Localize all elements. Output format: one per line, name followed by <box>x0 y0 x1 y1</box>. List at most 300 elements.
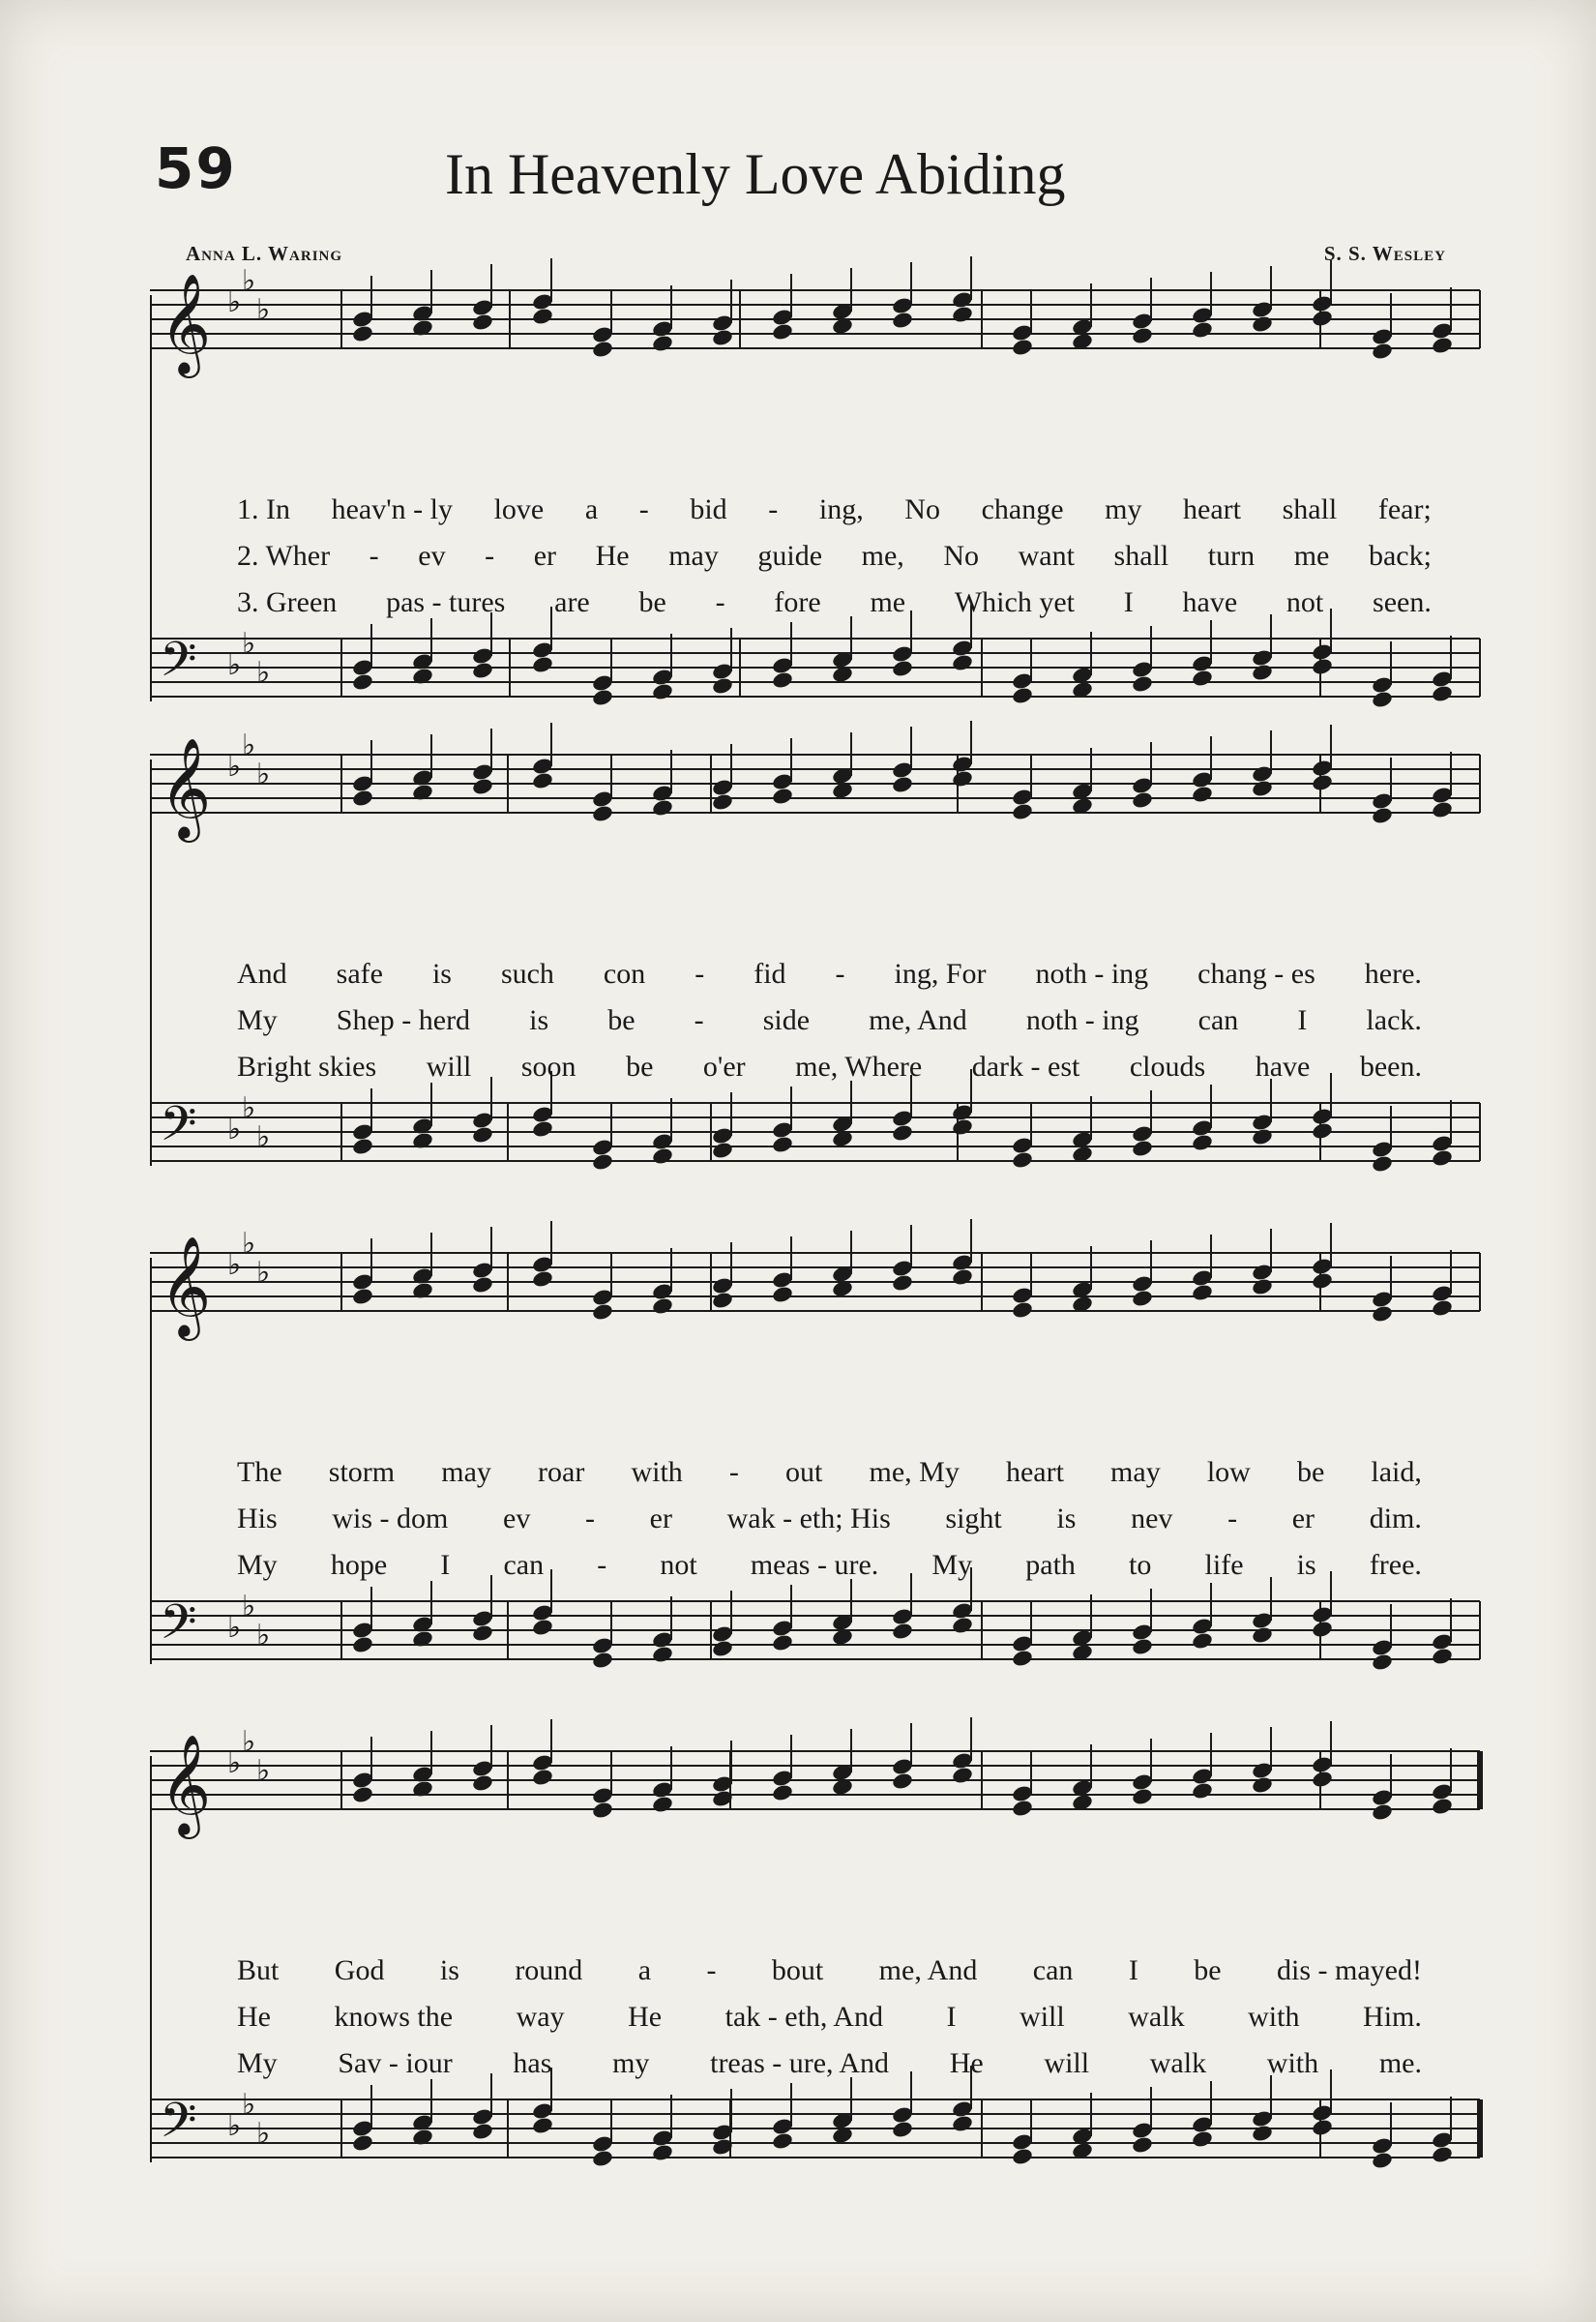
note-head-icon <box>1251 2124 1274 2143</box>
lyric-syllable: ev <box>503 1503 531 1534</box>
lyric-syllable: hope <box>330 1549 388 1581</box>
lyric-syllable: safe <box>336 958 383 990</box>
note-head-icon <box>471 2122 494 2141</box>
lyric-syllable: lack. <box>1366 1004 1422 1036</box>
note-head-icon <box>1011 802 1034 821</box>
note-head-icon <box>1251 1775 1274 1795</box>
note-head-icon <box>1011 338 1034 357</box>
lyric-syllable: is <box>431 958 452 990</box>
note-head-icon <box>891 1622 914 1641</box>
lyric-syllable: My <box>931 1549 973 1581</box>
note-head-icon <box>1131 790 1154 810</box>
lyric-syllable: clouds <box>1129 1051 1206 1083</box>
note-head-icon <box>1371 1802 1394 1822</box>
note-head-icon <box>1311 1271 1334 1291</box>
lyric-syllable: sight <box>945 1503 1002 1534</box>
note-head-icon <box>1371 1652 1394 1672</box>
lyric-syllable: His <box>237 1503 278 1534</box>
lyric-syllable: has <box>513 2047 552 2079</box>
note-head-icon <box>1011 1799 1034 1818</box>
note-head-icon <box>471 777 494 796</box>
flat-icon: ♭ <box>256 656 271 690</box>
lyric-syllable: have <box>1182 586 1238 618</box>
note-head-icon <box>591 1651 614 1670</box>
flat-icon: ♭ <box>256 2117 271 2151</box>
lyric-syllable: with <box>1266 2047 1319 2079</box>
note-head-icon <box>711 1141 734 1160</box>
lyric-syllable: I <box>1128 1954 1138 1986</box>
flat-icon: ♭ <box>227 750 242 784</box>
lyric-syllable: I <box>440 1549 451 1581</box>
lyric-syllable: heart <box>1005 1456 1064 1488</box>
lyric-syllable: seen. <box>1373 586 1432 618</box>
note-head-icon <box>1251 1625 1274 1645</box>
note-head-icon <box>351 1635 374 1654</box>
lyric-syllable: a <box>637 1954 652 1986</box>
lyric-syllable: not <box>660 1549 697 1581</box>
note-head-icon <box>1311 1770 1334 1789</box>
lyric-syllable: noth - ing <box>1035 958 1149 990</box>
lyric-syllable: wis - dom <box>332 1503 449 1534</box>
lyric-syllable: My <box>237 1549 278 1581</box>
note-head-icon <box>1011 1300 1034 1320</box>
lyric-syllable: back; <box>1368 540 1432 572</box>
lyric-syllable: me, Where <box>795 1051 923 1083</box>
note-head-icon <box>351 2133 374 2153</box>
lyric-syllable: chang - es <box>1197 958 1315 990</box>
treble-clef-icon: 𝄞 <box>160 273 212 374</box>
note-head-icon <box>471 1125 494 1145</box>
lyric-syllable: - <box>597 1549 607 1581</box>
lyric-syllable: out <box>785 1456 823 1488</box>
lyric-syllable: meas - ure. <box>750 1549 879 1581</box>
bass-clef-icon: 𝄢 <box>160 2093 197 2160</box>
treble-clef-icon: 𝄞 <box>160 1235 212 1337</box>
note-head-icon <box>891 659 914 678</box>
note-head-icon <box>1431 336 1454 355</box>
note-head-icon <box>531 655 554 674</box>
note-head-icon <box>711 792 734 812</box>
note-head-icon <box>471 1275 494 1295</box>
note-head-icon <box>1131 674 1154 694</box>
note-head-icon <box>531 771 554 790</box>
lyric-syllable: tak - eth, And <box>724 2001 883 2033</box>
lyric-syllable: - <box>369 540 379 572</box>
lyric-syllable: shall <box>1113 540 1169 572</box>
note-head-icon <box>1011 2147 1034 2166</box>
lyric-line <box>237 1051 1422 1084</box>
lyric-line <box>237 1549 1422 1582</box>
lyric-syllable: Sav - iour <box>338 2047 453 2079</box>
note-head-icon <box>771 670 794 690</box>
lyric-syllable: - <box>584 1503 595 1534</box>
bass-clef-icon: 𝄢 <box>160 1594 197 1662</box>
lyric-syllable: me, <box>861 540 904 572</box>
treble-staff <box>150 261 1480 377</box>
note-head-icon <box>591 688 614 707</box>
lyric-syllable: me. <box>1378 2047 1422 2079</box>
lyric-syllable: may <box>441 1456 491 1488</box>
lyric-syllable: - <box>728 1456 739 1488</box>
note-head-icon <box>771 2131 794 2151</box>
flat-icon: ♭ <box>227 1746 242 1780</box>
note-head-icon <box>591 1801 614 1820</box>
lyric-syllable: - <box>1227 1503 1238 1534</box>
note-head-icon <box>1131 1289 1154 1308</box>
note-head-icon <box>1431 1647 1454 1666</box>
lyric-syllable: way <box>516 2001 565 2033</box>
note-head-icon <box>531 1119 554 1139</box>
note-head-icon <box>891 1273 914 1293</box>
lyric-syllable: - <box>485 540 495 572</box>
bass-clef-icon: 𝄢 <box>160 1096 197 1164</box>
flat-icon: ♭ <box>256 293 271 327</box>
lyric-syllable: me <box>1293 540 1330 572</box>
note-head-icon <box>531 307 554 326</box>
lyric-syllable: may <box>1110 1456 1161 1488</box>
lyric-syllable: such <box>500 958 554 990</box>
lyric-syllable: can <box>1197 1004 1239 1036</box>
note-head-icon <box>951 1616 974 1635</box>
note-head-icon <box>891 2120 914 2139</box>
hymn-title: In Heavenly Love Abiding <box>445 142 1066 206</box>
note-head-icon <box>951 2114 974 2133</box>
bass-staff <box>150 1074 1480 1190</box>
note-head-icon <box>1371 1154 1394 1174</box>
flat-icon: ♭ <box>242 627 256 661</box>
lyricist-credit: Anna L. Waring <box>186 242 343 265</box>
note-head-icon <box>1131 1637 1154 1656</box>
lyric-syllable: heart <box>1183 493 1242 525</box>
lyric-line <box>237 2047 1422 2080</box>
lyric-syllable: con <box>603 958 646 990</box>
lyric-syllable: Him. <box>1363 2001 1422 2033</box>
note-head-icon <box>651 2143 674 2162</box>
lyric-syllable: have <box>1255 1051 1311 1083</box>
note-head-icon <box>891 775 914 794</box>
note-head-icon <box>1311 773 1334 792</box>
note-head-icon <box>1431 2145 1454 2164</box>
note-head-icon <box>651 798 674 818</box>
note-head-icon <box>771 1633 794 1652</box>
lyric-line <box>237 586 1432 619</box>
note-head-icon <box>1131 1787 1154 1806</box>
lyric-syllable: fore <box>774 586 821 618</box>
lyric-syllable: - <box>835 958 845 990</box>
note-head-icon <box>351 672 374 692</box>
lyric-syllable: turn <box>1207 540 1256 572</box>
note-head-icon <box>651 1146 674 1166</box>
note-head-icon <box>951 653 974 672</box>
bass-clef-icon: 𝄢 <box>160 632 197 700</box>
note-head-icon <box>1191 669 1214 688</box>
lyric-syllable: walk <box>1128 2001 1185 2033</box>
lyric-syllable: storm <box>328 1456 396 1488</box>
lyric-syllable: be <box>1194 1954 1222 1986</box>
lyric-syllable: bout <box>771 1954 824 1986</box>
note-head-icon <box>951 1766 974 1785</box>
lyric-syllable: is <box>529 1004 549 1036</box>
lyric-syllable: will <box>1044 2047 1090 2079</box>
note-head-icon <box>351 1137 374 1156</box>
flat-icon: ♭ <box>227 2109 242 2143</box>
lyric-syllable: My <box>237 1004 278 1036</box>
note-head-icon <box>1311 657 1334 676</box>
lyric-syllable: change <box>981 493 1064 525</box>
note-head-icon <box>1191 1781 1214 1801</box>
lyric-syllable: with <box>631 1456 683 1488</box>
lyric-syllable: No <box>943 540 980 572</box>
lyric-syllable: me <box>870 586 906 618</box>
note-head-icon <box>1311 1620 1334 1639</box>
note-head-icon <box>591 1152 614 1172</box>
note-head-icon <box>591 1302 614 1322</box>
lyric-syllable: 3. Green <box>237 586 338 618</box>
lyric-syllable: guide <box>757 540 823 572</box>
treble-clef-icon: 𝄞 <box>160 1734 212 1835</box>
lyric-line <box>237 2001 1422 2034</box>
lyric-syllable: is <box>1296 1549 1316 1581</box>
flat-icon: ♭ <box>227 1248 242 1282</box>
lyric-syllable: a <box>584 493 599 525</box>
lyric-syllable: I <box>1297 1004 1308 1036</box>
lyric-syllable: me, And <box>869 1004 967 1036</box>
lyric-syllable: side <box>762 1004 811 1036</box>
note-head-icon <box>651 1645 674 1664</box>
note-head-icon <box>1251 1277 1274 1296</box>
note-head-icon <box>1371 2151 1394 2170</box>
lyric-syllable: is <box>1056 1503 1077 1534</box>
lyric-syllable: fid <box>754 958 786 990</box>
lyric-syllable: fear; <box>1377 493 1432 525</box>
lyric-syllable: roar <box>538 1456 585 1488</box>
lyric-syllable: my <box>1105 493 1142 525</box>
lyric-syllable: heav'n - ly <box>331 493 453 525</box>
lyric-syllable: me, And <box>878 1954 978 1986</box>
flat-icon: ♭ <box>256 1120 271 1154</box>
note-head-icon <box>651 1296 674 1316</box>
lyric-syllable: not <box>1286 586 1324 618</box>
lyric-syllable: dim. <box>1369 1503 1422 1534</box>
lyric-syllable: to <box>1129 1549 1152 1581</box>
flat-icon: ♭ <box>227 1611 242 1645</box>
flat-icon: ♭ <box>256 758 271 791</box>
lyric-syllable: Shep - herd <box>336 1004 471 1036</box>
note-head-icon <box>351 789 374 808</box>
note-head-icon <box>1311 2118 1334 2137</box>
note-head-icon <box>651 1795 674 1814</box>
note-head-icon <box>951 305 974 324</box>
lyric-syllable: ing, For <box>894 958 987 990</box>
note-head-icon <box>1131 1139 1154 1158</box>
lyric-syllable: low <box>1206 1456 1251 1488</box>
note-head-icon <box>771 1783 794 1802</box>
note-head-icon <box>1371 342 1394 361</box>
lyric-syllable: No <box>904 493 940 525</box>
flat-icon: ♭ <box>242 1725 256 1759</box>
note-head-icon <box>1191 1283 1214 1302</box>
note-head-icon <box>891 1771 914 1791</box>
lyric-syllable: want <box>1018 540 1075 572</box>
lyric-syllable: I <box>1123 586 1134 618</box>
lyric-syllable: wak - eth; His <box>726 1503 891 1534</box>
note-head-icon <box>1431 684 1454 703</box>
treble-staff <box>150 726 1480 842</box>
lyric-syllable: He <box>595 540 630 572</box>
lyric-syllable: is <box>439 1954 459 1986</box>
flat-icon: ♭ <box>227 285 242 319</box>
lyric-syllable: 1. In <box>237 493 290 525</box>
note-head-icon <box>591 340 614 359</box>
note-head-icon <box>351 324 374 343</box>
lyric-syllable: And <box>237 958 287 990</box>
note-head-icon <box>1011 1150 1034 1170</box>
note-head-icon <box>651 682 674 701</box>
lyric-syllable: He <box>237 2001 271 2033</box>
note-head-icon <box>1191 2129 1214 2149</box>
flat-icon: ♭ <box>242 264 256 298</box>
lyric-syllable: walk <box>1149 2047 1207 2079</box>
lyric-syllable: - <box>638 493 649 525</box>
flat-icon: ♭ <box>256 1754 271 1788</box>
bass-staff <box>150 610 1480 726</box>
lyric-syllable: ing, <box>818 493 864 525</box>
note-head-icon <box>591 2149 614 2168</box>
lyric-line <box>237 1503 1422 1535</box>
note-head-icon <box>771 1285 794 1304</box>
lyric-syllable: Bright skies <box>237 1051 377 1083</box>
lyric-syllable: - <box>695 958 705 990</box>
flat-icon: ♭ <box>227 1113 242 1146</box>
lyric-syllable: been. <box>1359 1051 1422 1083</box>
lyric-syllable: laid, <box>1371 1456 1422 1488</box>
bass-staff <box>150 2070 1480 2187</box>
note-head-icon <box>471 661 494 680</box>
flat-icon: ♭ <box>242 1590 256 1623</box>
lyric-line <box>237 1456 1422 1489</box>
lyric-syllable: be <box>607 1004 635 1036</box>
lyric-syllable: bid <box>690 493 727 525</box>
lyric-syllable: my <box>612 2047 650 2079</box>
lyric-syllable: - <box>694 1004 704 1036</box>
note-head-icon <box>1431 800 1454 819</box>
lyric-syllable: free. <box>1369 1549 1422 1581</box>
flat-icon: ♭ <box>242 729 256 762</box>
lyric-syllable: - <box>715 586 725 618</box>
note-head-icon <box>591 804 614 823</box>
note-head-icon <box>531 2116 554 2135</box>
note-head-icon <box>711 1291 734 1310</box>
note-head-icon <box>1011 686 1034 705</box>
flat-icon: ♭ <box>227 648 242 682</box>
flat-icon: ♭ <box>256 1619 271 1652</box>
treble-staff <box>150 1722 1480 1838</box>
treble-staff <box>150 1224 1480 1340</box>
lyric-syllable: - <box>706 1954 717 1986</box>
lyric-syllable: But <box>237 1954 280 1986</box>
lyric-line <box>237 1954 1422 1987</box>
lyric-syllable: shall <box>1282 493 1338 525</box>
lyric-syllable: I <box>946 2001 957 2033</box>
lyric-syllable: be <box>626 1051 654 1083</box>
note-head-icon <box>1251 1127 1274 1146</box>
lyric-line <box>237 958 1422 991</box>
note-head-icon <box>471 313 494 332</box>
lyric-syllable: may <box>668 540 719 572</box>
note-head-icon <box>1191 320 1214 340</box>
note-head-icon <box>351 1287 374 1306</box>
lyric-syllable: er <box>533 540 557 572</box>
note-head-icon <box>1371 806 1394 825</box>
lyric-syllable: He <box>628 2001 663 2033</box>
note-head-icon <box>1191 1631 1214 1651</box>
note-head-icon <box>651 334 674 353</box>
lyric-syllable: be <box>638 586 666 618</box>
composer-credit: S. S. Wesley <box>1323 242 1446 265</box>
lyric-syllable: will <box>1020 2001 1065 2033</box>
note-head-icon <box>1011 1649 1034 1668</box>
note-head-icon <box>471 1773 494 1793</box>
lyric-syllable: er <box>649 1503 672 1534</box>
lyric-syllable: nev <box>1131 1503 1173 1534</box>
lyric-syllable: God <box>334 1954 385 1986</box>
lyric-syllable: are <box>554 586 590 618</box>
note-head-icon <box>1371 1304 1394 1324</box>
lyric-syllable: knows the <box>334 2001 454 2033</box>
note-head-icon <box>891 1123 914 1143</box>
note-head-icon <box>1251 314 1274 334</box>
note-head-icon <box>531 1618 554 1637</box>
lyric-syllable: round <box>515 1954 583 1986</box>
note-head-icon <box>951 1117 974 1137</box>
note-head-icon <box>711 328 734 347</box>
note-head-icon <box>891 311 914 330</box>
lyric-syllable: - <box>768 493 779 525</box>
note-head-icon <box>1191 785 1214 804</box>
lyric-syllable: treas - ure, And <box>710 2047 890 2079</box>
note-head-icon <box>771 1135 794 1154</box>
treble-clef-icon: 𝄞 <box>160 737 212 839</box>
flat-icon: ♭ <box>242 1227 256 1261</box>
lyric-syllable: o'er <box>702 1051 746 1083</box>
note-head-icon <box>1251 663 1274 682</box>
note-head-icon <box>471 1623 494 1643</box>
lyric-syllable: My <box>237 2047 278 2079</box>
note-head-icon <box>771 322 794 342</box>
note-head-icon <box>351 1785 374 1804</box>
note-head-icon <box>531 1768 554 1787</box>
lyric-line <box>237 1004 1422 1037</box>
note-head-icon <box>771 787 794 806</box>
note-head-icon <box>951 769 974 789</box>
lyric-syllable: dark - est <box>971 1051 1080 1083</box>
lyric-syllable: be <box>1296 1456 1325 1488</box>
hymn-number: 59 <box>155 135 237 201</box>
flat-icon: ♭ <box>242 2088 256 2122</box>
lyric-syllable: love <box>493 493 545 525</box>
note-head-icon <box>951 1267 974 1287</box>
note-head-icon <box>1191 1133 1214 1152</box>
note-head-icon <box>1371 690 1394 709</box>
flat-icon: ♭ <box>242 1091 256 1125</box>
note-head-icon <box>711 1639 734 1658</box>
lyric-line <box>237 493 1432 526</box>
lyric-syllable: can <box>1032 1954 1074 1986</box>
lyric-syllable: with <box>1248 2001 1300 2033</box>
lyric-syllable: pas - tures <box>386 586 506 618</box>
lyric-syllable: Which yet <box>954 586 1075 618</box>
note-head-icon <box>1431 1797 1454 1816</box>
